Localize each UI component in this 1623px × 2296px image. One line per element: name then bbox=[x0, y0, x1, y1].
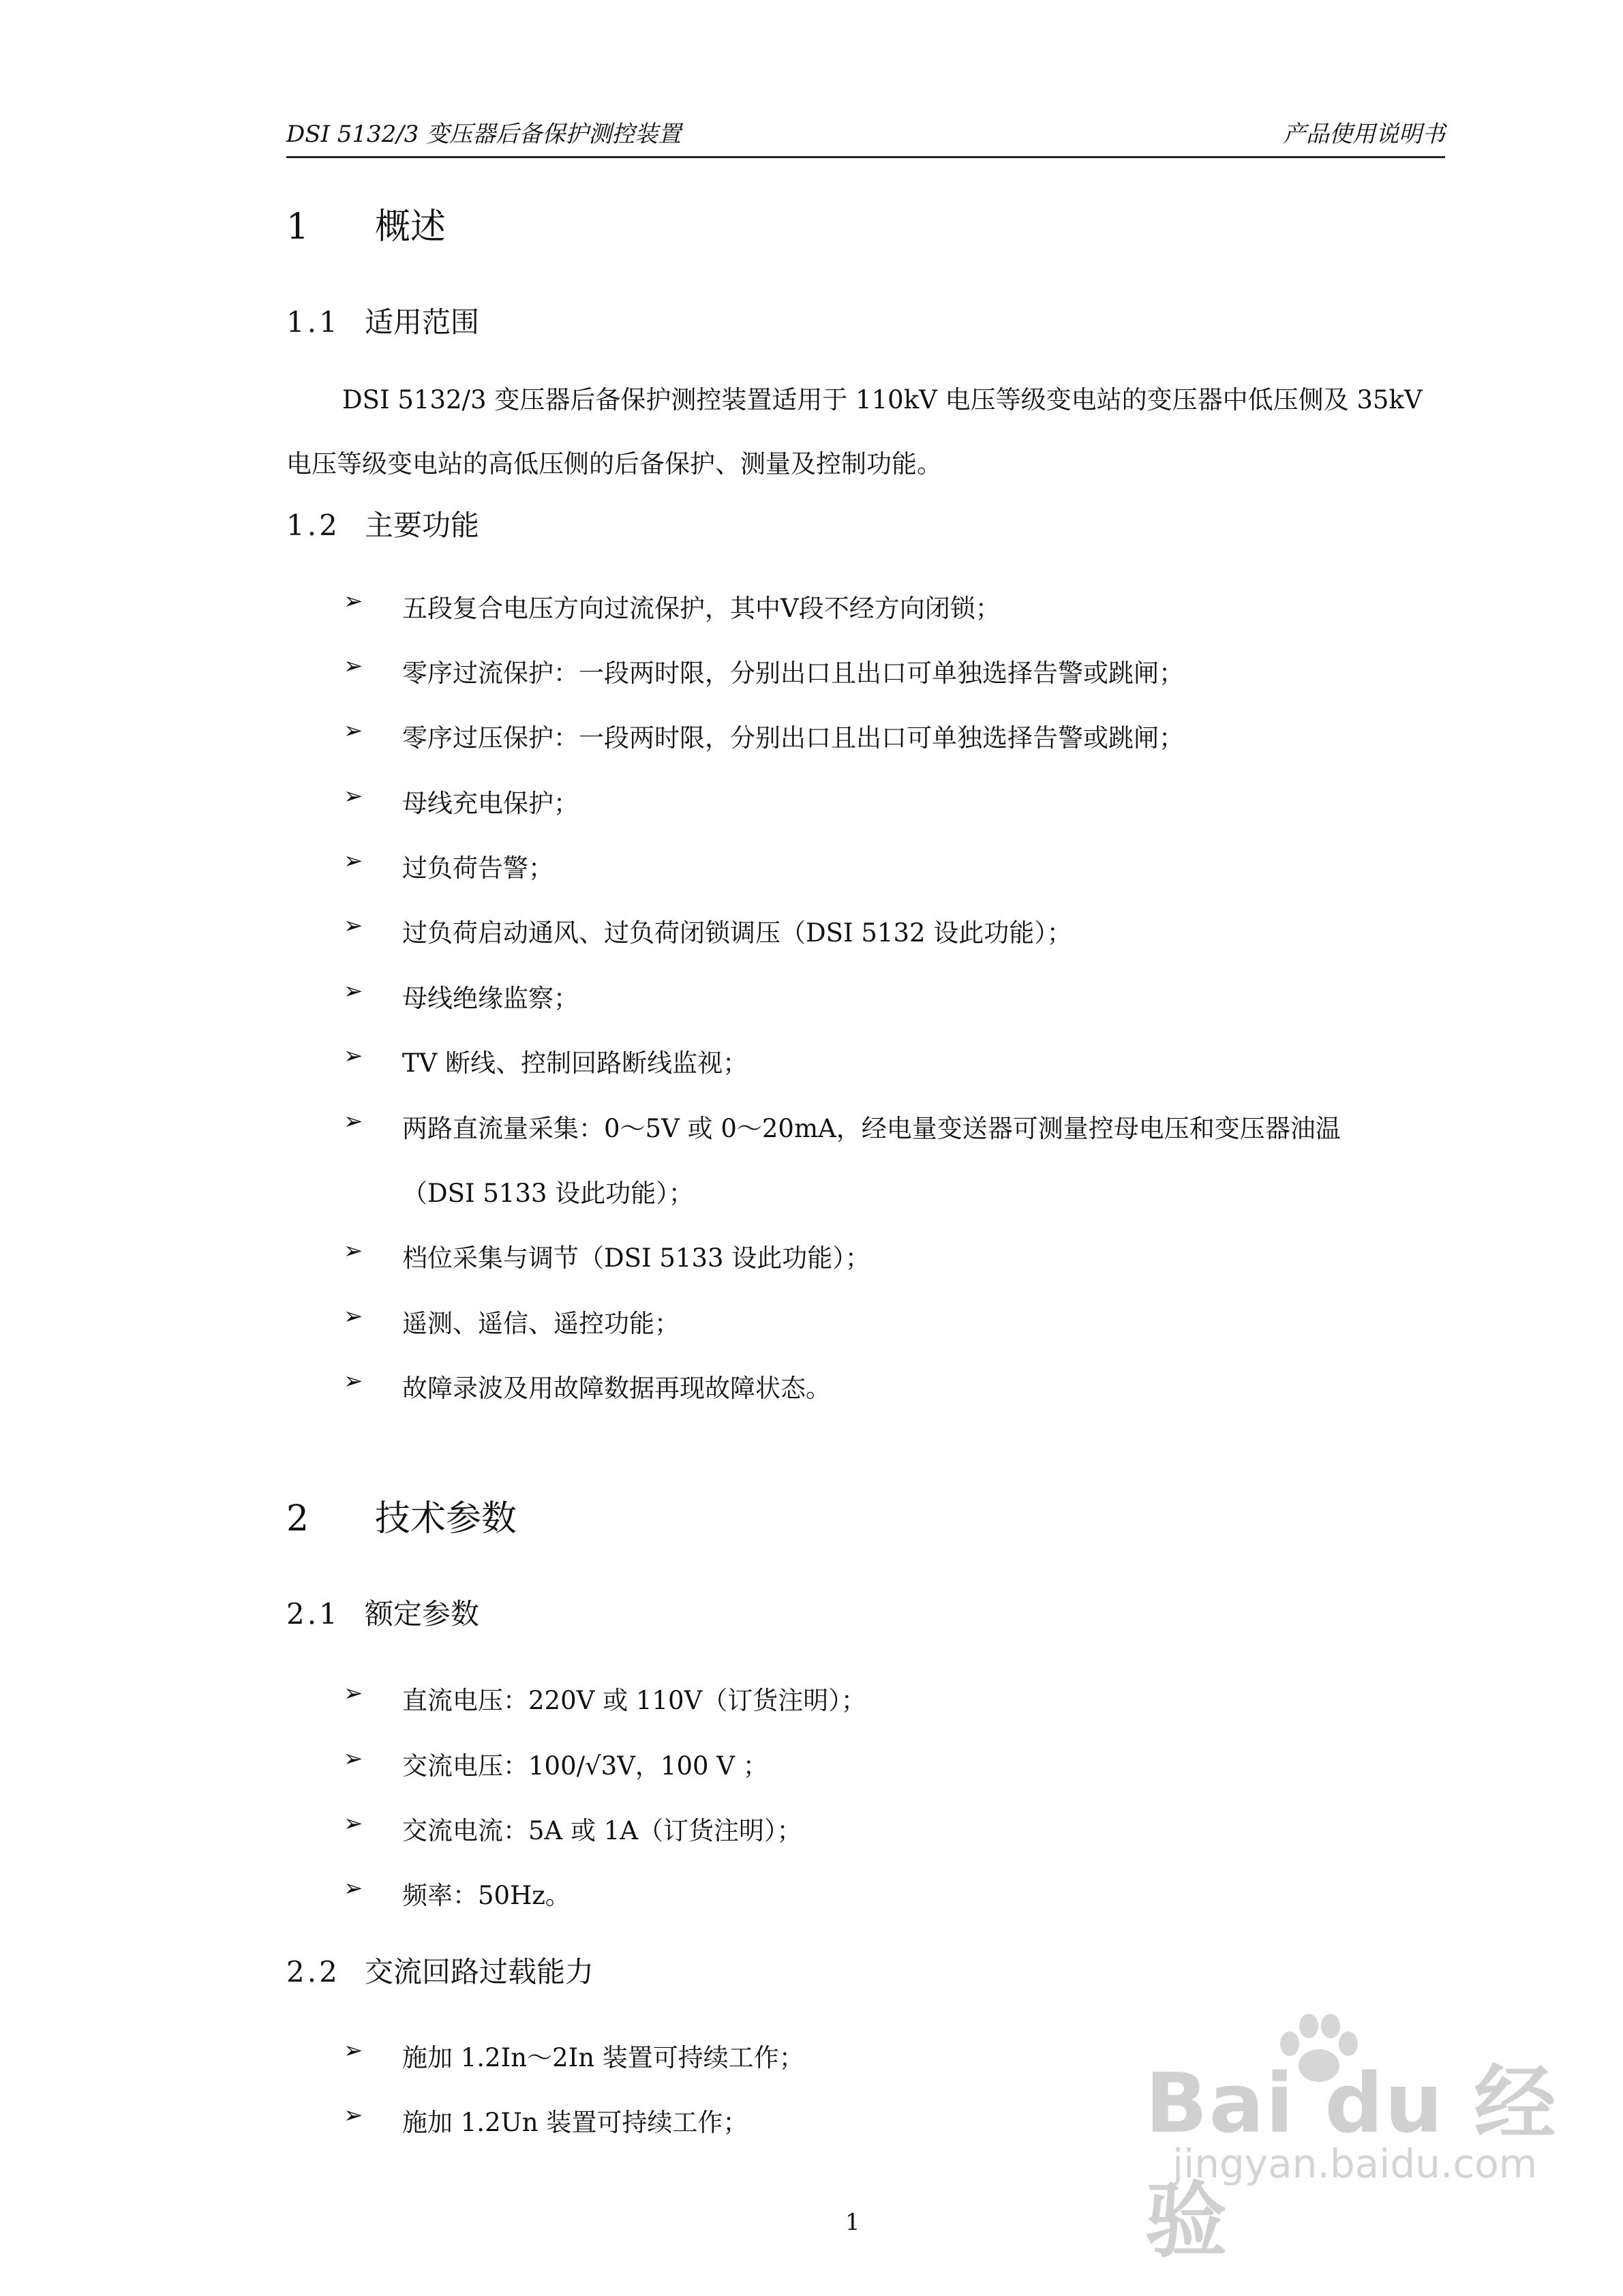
header-doc-type: 产品使用说明书 bbox=[1283, 121, 1445, 148]
arrow-bullet-icon: ➢ bbox=[344, 652, 363, 680]
section-title: 概述 bbox=[375, 207, 446, 247]
arrow-bullet-icon: ➢ bbox=[344, 1237, 363, 1265]
section-number: 1 bbox=[286, 207, 309, 247]
arrow-bullet-icon: ➢ bbox=[344, 1303, 363, 1330]
section-1-2-heading bbox=[286, 503, 479, 544]
arrow-bullet-icon: ➢ bbox=[344, 588, 363, 615]
section-2-2-heading bbox=[286, 1950, 594, 1991]
watermark-url: jingyan.baidu.com bbox=[1172, 2141, 1538, 2187]
header-title: DSI 5132/3 变压器后备保护测控装置 bbox=[286, 121, 682, 148]
list-item-continuation: （DSI 5133 设此功能）； bbox=[402, 1179, 694, 1208]
subsection-title: 交流回路过载能力 bbox=[365, 1955, 594, 1989]
page-number: 1 bbox=[845, 2209, 860, 2236]
arrow-bullet-icon: ➢ bbox=[344, 1810, 363, 1837]
subsection-title: 主要功能 bbox=[365, 509, 480, 542]
subsection-number: 1.2 bbox=[286, 509, 340, 542]
arrow-bullet-icon: ➢ bbox=[344, 1108, 363, 1135]
arrow-bullet-icon: ➢ bbox=[344, 847, 363, 875]
section-1-heading bbox=[286, 198, 446, 249]
arrow-bullet-icon: ➢ bbox=[344, 1875, 363, 1902]
arrow-bullet-icon: ➢ bbox=[344, 2037, 363, 2064]
arrow-bullet-icon: ➢ bbox=[344, 1042, 363, 1070]
arrow-bullet-icon: ➢ bbox=[344, 1745, 363, 1772]
subsection-title: 额定参数 bbox=[365, 1597, 480, 1631]
page-header bbox=[286, 112, 1445, 158]
subsection-number: 1.1 bbox=[286, 305, 340, 339]
section-number: 2 bbox=[286, 1498, 309, 1539]
section-2-heading bbox=[286, 1490, 517, 1541]
arrow-bullet-icon: ➢ bbox=[344, 1368, 363, 1395]
arrow-bullet-icon: ➢ bbox=[344, 1680, 363, 1707]
section-1-1-heading bbox=[286, 300, 479, 341]
arrow-bullet-icon: ➢ bbox=[344, 783, 363, 810]
subsection-number: 2.2 bbox=[286, 1955, 340, 1989]
subsection-title: 适用范围 bbox=[365, 305, 480, 339]
arrow-bullet-icon: ➢ bbox=[344, 2102, 363, 2129]
scope-paragraph: DSI 5132/3 变压器后备保护测控装置适用于 110kV 电压等级变电站的变压器中低压侧及 35kV 电压等级变电站的高低压侧的后备保护、测量及控制功能。 bbox=[286, 385, 1423, 479]
subsection-number: 2.1 bbox=[286, 1597, 340, 1631]
section-title: 技术参数 bbox=[375, 1498, 517, 1539]
arrow-bullet-icon: ➢ bbox=[344, 978, 363, 1005]
watermark-brand: Bai du 经验 bbox=[1145, 2057, 1558, 2269]
arrow-bullet-icon: ➢ bbox=[344, 912, 363, 939]
baidu-jingyan-watermark bbox=[1145, 2011, 1581, 2269]
arrow-bullet-icon: ➢ bbox=[344, 717, 363, 744]
section-2-1-heading bbox=[286, 1592, 479, 1633]
